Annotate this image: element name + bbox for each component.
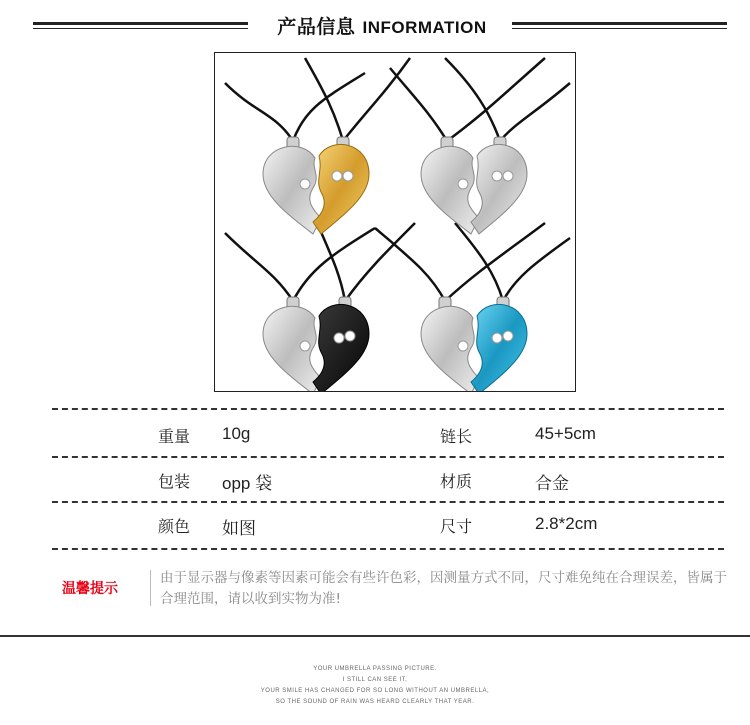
header-rule-right [512,22,727,29]
notice-text: 由于显示器与像素等因素可能会有些许色彩，因测量方式不同，尺寸难免纯在合理误差，皆属于合理范围，请以收到实物为准! [160,570,727,607]
poem-line: I STILL CAN SEE IT, [342,677,408,683]
section-separator [0,635,750,637]
spec-value-weight: 10g [222,424,251,443]
section-title [262,12,502,39]
spec-divider [52,548,724,550]
spec-divider [52,456,724,458]
poem-line: YOUR SMILE HAS CHANGED FOR SO LONG WITHOUT AN UMBRELLA, [260,688,490,694]
spec-label-color: 颜色 [158,517,191,536]
poem-line: SO THE SOUND OF RAIN WAS HEARD CLEARLY THAT YEAR. [275,699,475,705]
spec-divider [52,501,724,503]
spec-value-packaging: opp 袋 [222,474,273,493]
spec-divider [52,408,724,410]
section-title-en: INFORMATION [362,18,487,37]
spec-value-chain-length: 45+5cm [535,424,596,443]
section-header [0,12,750,42]
section-title-cn: 产品信息 [277,16,356,38]
product-photo [214,52,576,392]
spec-label-material: 材质 [440,472,473,491]
pendant-blue [421,304,527,391]
pendant-gold [263,144,369,234]
spec-value-size: 2.8*2cm [535,514,598,533]
spec-label-size: 尺寸 [440,517,473,536]
pendant-black [263,304,369,391]
spec-value-color: 如图 [222,519,256,538]
header-rule-left [33,22,248,29]
poem-line: YOUR UMBRELLA PASSING PICTURE. [313,666,437,672]
spec-label-chain-length: 链长 [440,427,473,446]
spec-value-material: 合金 [535,474,569,493]
spec-label-weight: 重量 [158,427,191,446]
notice-title: 温馨提示 [62,581,118,597]
pendant-silver [421,144,527,234]
notice-divider [150,570,151,606]
pendant-illustration [215,53,575,391]
spec-label-packaging: 包装 [158,472,191,491]
